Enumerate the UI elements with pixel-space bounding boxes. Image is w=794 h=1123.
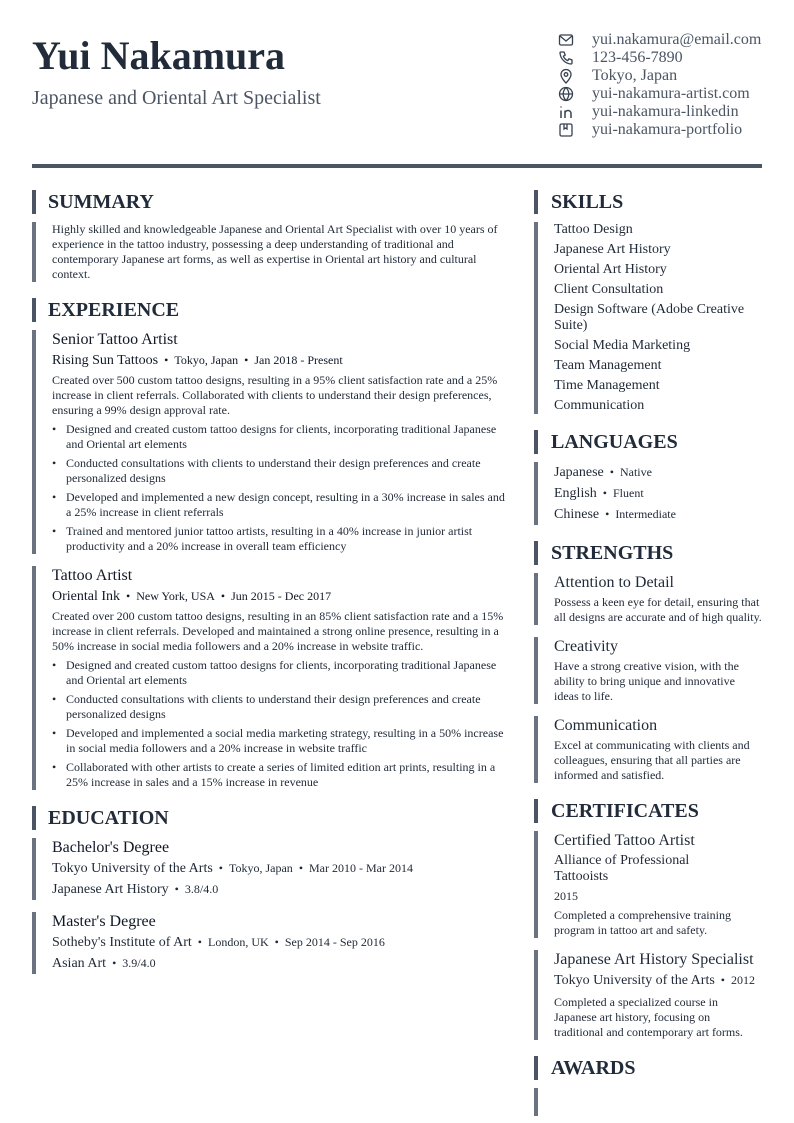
skill-item: Team Management — [554, 358, 662, 373]
language-name: Chinese — [554, 507, 600, 522]
education-heading: EDUCATION — [32, 806, 508, 830]
language-level: Fluent — [612, 486, 644, 500]
contact-list — [558, 31, 768, 139]
experience-heading: EXPERIENCE — [32, 298, 508, 322]
strength-item — [534, 637, 762, 704]
skill-item: Time Management — [554, 378, 660, 393]
language-level: Intermediate — [615, 507, 676, 521]
edu-field: Asian Art — [52, 956, 107, 971]
job-description: Created over 200 custom tattoo designs, resulting in an 85% client satisfaction rate and a 15% increase in client referrals. Developed and maintained a strong online presence, resulting in a 50% increase in social media followers and a 20% increase in website traffic. — [52, 609, 504, 653]
edu-field-line: Asian Art • 3.9/4.0 — [52, 956, 156, 971]
skill-item: Oriental Art History — [554, 262, 667, 277]
certificate-item — [534, 831, 762, 938]
job-description: Created over 500 custom tattoo designs, resulting in a 95% client satisfaction rate and a 25% increase in client referrals. Collaborated with clients to understand their design preferences, ensuring a 99% design approval rate. — [52, 373, 498, 417]
job-bullet: • Collaborated with other artists to create a series of limited edition art prints, resulting in a 25% increase in sales and a 15% increase in revenue — [52, 760, 508, 790]
job-company: Rising Sun Tattoos — [52, 353, 159, 368]
edu-gpa: 3.9/4.0 — [122, 956, 156, 970]
job-bullet: • Designed and created custom tattoo designs for clients, incorporating traditional Japanese and Oriental art elements — [52, 658, 508, 688]
edu-location: Tokyo, Japan — [228, 861, 293, 875]
left-column — [32, 190, 508, 986]
job-bullet: • Conducted consultations with clients to understand their design preferences and create personalized designs — [52, 692, 508, 722]
strength-title: Creativity — [554, 638, 618, 655]
education-item — [32, 838, 508, 900]
contact-email[interactable] — [558, 31, 768, 49]
job-meta: Oriental Ink • New York, USA • Jun 2015 - Dec 2017 — [52, 589, 332, 604]
job-bullets — [52, 422, 508, 554]
job-location: New York, USA — [136, 589, 215, 603]
contact-email-text: yui.nakamura@email.com — [592, 31, 762, 48]
job-title: Tattoo Artist — [52, 567, 133, 584]
awards-heading: AWARDS — [534, 1056, 762, 1080]
languages-section — [534, 462, 762, 525]
portfolio-icon — [558, 122, 576, 140]
linkedin-icon — [558, 104, 576, 122]
language-level: Native — [619, 465, 652, 479]
languages-heading: LANGUAGES — [534, 430, 762, 454]
job-bullet: • Conducted consultations with clients to understand their design preferences and create personalized designs — [52, 456, 508, 486]
strength-description: Have a strong creative vision, with the ability to bring unique and innovative ideas to life. — [554, 659, 739, 703]
contact-website[interactable] — [558, 85, 768, 103]
skill-item: Social Media Marketing — [554, 338, 691, 353]
certificate-issuer: Tokyo University of the Arts — [554, 973, 715, 988]
resume-header — [32, 28, 762, 148]
contact-portfolio-text: yui-nakamura-portfolio — [592, 121, 743, 138]
skills-heading: SKILLS — [534, 190, 762, 214]
strength-description: Possess a keen eye for detail, ensuring that all designs are accurate and of high quality. — [554, 595, 762, 624]
job-meta: Rising Sun Tattoos • Tokyo, Japan • Jan 2018 - Present — [52, 353, 343, 368]
summary-section — [32, 222, 508, 282]
experience-item — [32, 330, 508, 554]
skill-item: Design Software (Adobe Creative Suite) — [554, 302, 745, 333]
job-location: Tokyo, Japan — [174, 353, 239, 367]
candidate-name: Yui Nakamura — [32, 33, 286, 78]
contact-phone-text: 123-456-7890 — [592, 49, 683, 66]
strength-item — [534, 573, 762, 625]
phone-icon — [558, 50, 576, 68]
skill-item: Japanese Art History — [554, 242, 671, 257]
globe-icon — [558, 86, 576, 104]
edu-field-line: Japanese Art History • 3.8/4.0 — [52, 882, 219, 897]
contact-phone[interactable] — [558, 49, 768, 67]
certificate-description: Completed a comprehensive training program in tattoo art and safety. — [554, 908, 731, 937]
certificate-title: Certified Tattoo Artist — [554, 832, 695, 849]
contact-linkedin-text: yui-nakamura-linkedin — [592, 103, 739, 120]
job-dates: Jun 2015 - Dec 2017 — [231, 589, 332, 603]
job-dates: Jan 2018 - Present — [254, 353, 343, 367]
job-bullet: • Developed and implemented a social media marketing strategy, resulting in a 50% increase in social media followers and a 20% increase in website traffic — [52, 726, 508, 756]
edu-degree: Master's Degree — [52, 913, 156, 930]
edu-dates: Sep 2014 - Sep 2016 — [284, 935, 385, 949]
education-item — [32, 912, 508, 974]
certificates-heading: CERTIFICATES — [534, 799, 762, 823]
edu-school-line: Sotheby's Institute of Art • London, UK • Sep 2014 - Sep 2016 — [52, 935, 385, 950]
summary-text: Highly skilled and knowledgeable Japanese and Oriental Art Specialist with over 10 years of experience in the tattoo industry, possessing a deep understanding of traditional and contemporary Japanese art forms, as well as expertise in Oriental art history and cultural context. — [52, 222, 498, 281]
certificate-item — [534, 950, 762, 1040]
language-name: English — [554, 486, 597, 501]
certificate-issuer: Alliance of Professional Tattooists — [554, 853, 690, 884]
certificate-description: Completed a specialized course in Japanese art history, focusing on traditional and contemporary art forms. — [554, 995, 743, 1039]
edu-school-line: Tokyo University of the Arts • Tokyo, Japan • Mar 2010 - Mar 2014 — [52, 861, 413, 876]
header-divider — [32, 164, 762, 168]
language-item: Chinese • Intermediate — [554, 507, 676, 522]
job-bullet: • Designed and created custom tattoo designs for clients, incorporating traditional Japanese and Oriental art elements — [52, 422, 508, 452]
job-title: Senior Tattoo Artist — [52, 331, 178, 348]
awards-section — [534, 1088, 762, 1116]
language-name: Japanese — [554, 465, 604, 480]
summary-heading: SUMMARY — [32, 190, 508, 214]
job-bullets — [52, 658, 508, 790]
contact-website-text: yui-nakamura-artist.com — [592, 85, 750, 102]
language-item: Japanese • Native — [554, 465, 652, 480]
strength-description: Excel at communicating with clients and colleagues, ensuring that all parties are informed and satisfied. — [554, 738, 750, 782]
certificate-title: Japanese Art History Specialist — [554, 951, 754, 968]
job-bullet: • Trained and mentored junior tattoo artists, resulting in a 40% increase in junior artist productivity and a 20% increase in overall team efficiency — [52, 524, 508, 554]
contact-location — [558, 67, 768, 85]
skill-item: Client Consultation — [554, 282, 664, 297]
mail-icon — [558, 32, 576, 50]
experience-item — [32, 566, 508, 790]
certificate-year: 2015 — [554, 889, 578, 903]
skill-item: Tattoo Design — [554, 222, 633, 237]
edu-degree: Bachelor's Degree — [52, 839, 170, 856]
certificate-year: 2012 — [730, 973, 755, 987]
job-bullet: • Developed and implemented a new design concept, resulting in a 30% increase in sales and a 25% increase in client referrals — [52, 490, 508, 520]
skill-item: Communication — [554, 398, 645, 413]
edu-field: Japanese Art History — [52, 882, 169, 897]
skills-section — [534, 222, 762, 414]
candidate-headline: Japanese and Oriental Art Specialist — [32, 87, 321, 109]
language-item: English • Fluent — [554, 486, 644, 501]
strength-title: Attention to Detail — [554, 574, 674, 591]
edu-school: Tokyo University of the Arts — [52, 861, 213, 876]
contact-linkedin[interactable] — [558, 103, 768, 121]
strength-item — [534, 716, 762, 783]
location-pin-icon — [558, 68, 576, 86]
strength-title: Communication — [554, 717, 658, 734]
edu-gpa: 3.8/4.0 — [184, 882, 219, 896]
strengths-heading: STRENGTHS — [534, 541, 762, 565]
certificate-issuer-line: Tokyo University of the Arts • 2012 — [554, 973, 755, 988]
job-company: Oriental Ink — [52, 589, 121, 604]
edu-location: London, UK — [208, 935, 269, 949]
edu-school: Sotheby's Institute of Art — [52, 935, 192, 950]
edu-dates: Mar 2010 - Mar 2014 — [309, 861, 413, 875]
contact-location-text: Tokyo, Japan — [592, 67, 678, 84]
right-column — [534, 190, 762, 1116]
contact-portfolio[interactable] — [558, 121, 768, 139]
